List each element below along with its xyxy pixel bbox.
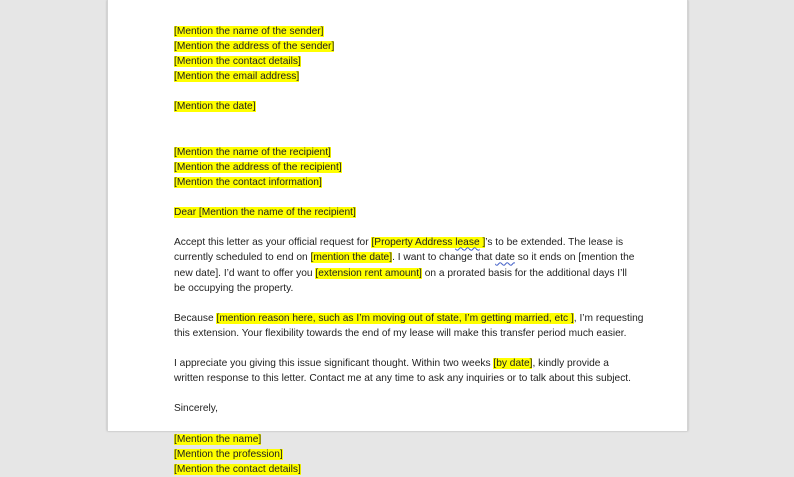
property-address-placeholder: [Property Address	[371, 237, 456, 249]
lease-word: lease	[455, 237, 480, 249]
text-run: ’s to be extended. The lease is	[485, 237, 624, 249]
recipient-name-line	[174, 145, 634, 160]
letter-body[interactable]	[174, 24, 644, 477]
document-page[interactable]	[107, 0, 688, 475]
spacer	[174, 341, 634, 356]
signature-profession-line	[174, 447, 634, 462]
text-run: Accept this letter as your official request for	[174, 237, 372, 249]
spacer	[174, 296, 634, 311]
paragraph-reason	[174, 311, 644, 341]
signature-contact-line	[174, 462, 634, 477]
by-date-placeholder: [by date]	[493, 358, 533, 370]
paragraph-line	[174, 371, 634, 386]
sender-email-placeholder: [Mention the email address]	[174, 71, 300, 83]
text-run: so it ends on [mention the	[514, 252, 635, 264]
signature-name-placeholder: [Mention the name]	[174, 433, 262, 445]
reason-placeholder: [mention reason here, such as I’m moving out of state, I’m getting married, etc ]	[216, 312, 574, 324]
text-run: , I’m requesting	[573, 312, 644, 324]
signature-profession-placeholder: [Mention the profession]	[174, 448, 283, 460]
text-run: be occupying the property.	[174, 282, 294, 294]
paragraph-line	[174, 326, 634, 341]
text-run: . I want to change that	[392, 252, 496, 264]
spacer	[174, 386, 634, 401]
spacer	[174, 84, 634, 99]
text-run: , kindly provide a	[532, 358, 609, 370]
closing: Sincerely,	[174, 403, 218, 415]
text-run: written response to this letter. Contact me at any time to ask any inquiries or to talk about this subject.	[174, 373, 631, 385]
paragraph-line	[174, 250, 634, 265]
recipient-name-placeholder: [Mention the name of the recipient]	[174, 146, 331, 158]
spacer	[174, 115, 634, 130]
extension-rent-placeholder: [extension rent amount]	[315, 267, 422, 279]
signature-name-line	[174, 432, 634, 447]
text-run: this extension. Your flexibility towards the end of my lease will make this transfer period much easier.	[174, 327, 627, 339]
date-placeholder: [Mention the date]	[174, 101, 256, 113]
closing-line	[174, 401, 634, 416]
paragraph-extension-request	[174, 235, 634, 295]
text-run: I appreciate you giving this issue significant thought. Within two weeks	[174, 358, 494, 370]
text-run: new date]. I’d want to offer you	[174, 267, 316, 279]
text-run: on a prorated basis for the additional days I’ll	[421, 267, 627, 279]
end-date-placeholder: [mention the date]	[310, 252, 393, 264]
text-run: currently scheduled to end on	[174, 252, 311, 264]
signature-contact-placeholder: [Mention the contact details]	[174, 463, 301, 475]
text-run: Because	[174, 312, 217, 324]
date-word: date	[495, 252, 515, 264]
recipient-contact-placeholder: [Mention the contact information]	[174, 176, 322, 188]
sender-email-line	[174, 69, 634, 84]
sender-name-line	[174, 24, 634, 39]
recipient-address-line	[174, 160, 634, 175]
sender-contact-placeholder: [Mention the contact details]	[174, 56, 301, 68]
sender-name-placeholder: [Mention the name of the sender]	[174, 26, 324, 37]
sender-address-line	[174, 39, 634, 54]
placeholder-close-bracket: ]	[479, 237, 486, 249]
recipient-contact-line	[174, 175, 634, 190]
paragraph-line	[174, 235, 634, 250]
paragraph-response-request	[174, 356, 634, 386]
paragraph-line	[174, 266, 634, 281]
paragraph-line	[174, 311, 644, 326]
date-line	[174, 99, 634, 114]
salutation: Dear [Mention the name of the recipient]	[174, 207, 356, 219]
salutation-line	[174, 205, 634, 220]
spacer	[174, 130, 634, 145]
recipient-address-placeholder: [Mention the address of the recipient]	[174, 161, 342, 173]
spacer	[174, 416, 634, 431]
spacer	[174, 190, 634, 205]
paragraph-line	[174, 356, 634, 371]
spacer	[174, 220, 634, 235]
sender-address-placeholder: [Mention the address of the sender]	[174, 41, 335, 53]
paragraph-line	[174, 281, 634, 296]
sender-contact-line	[174, 54, 634, 69]
